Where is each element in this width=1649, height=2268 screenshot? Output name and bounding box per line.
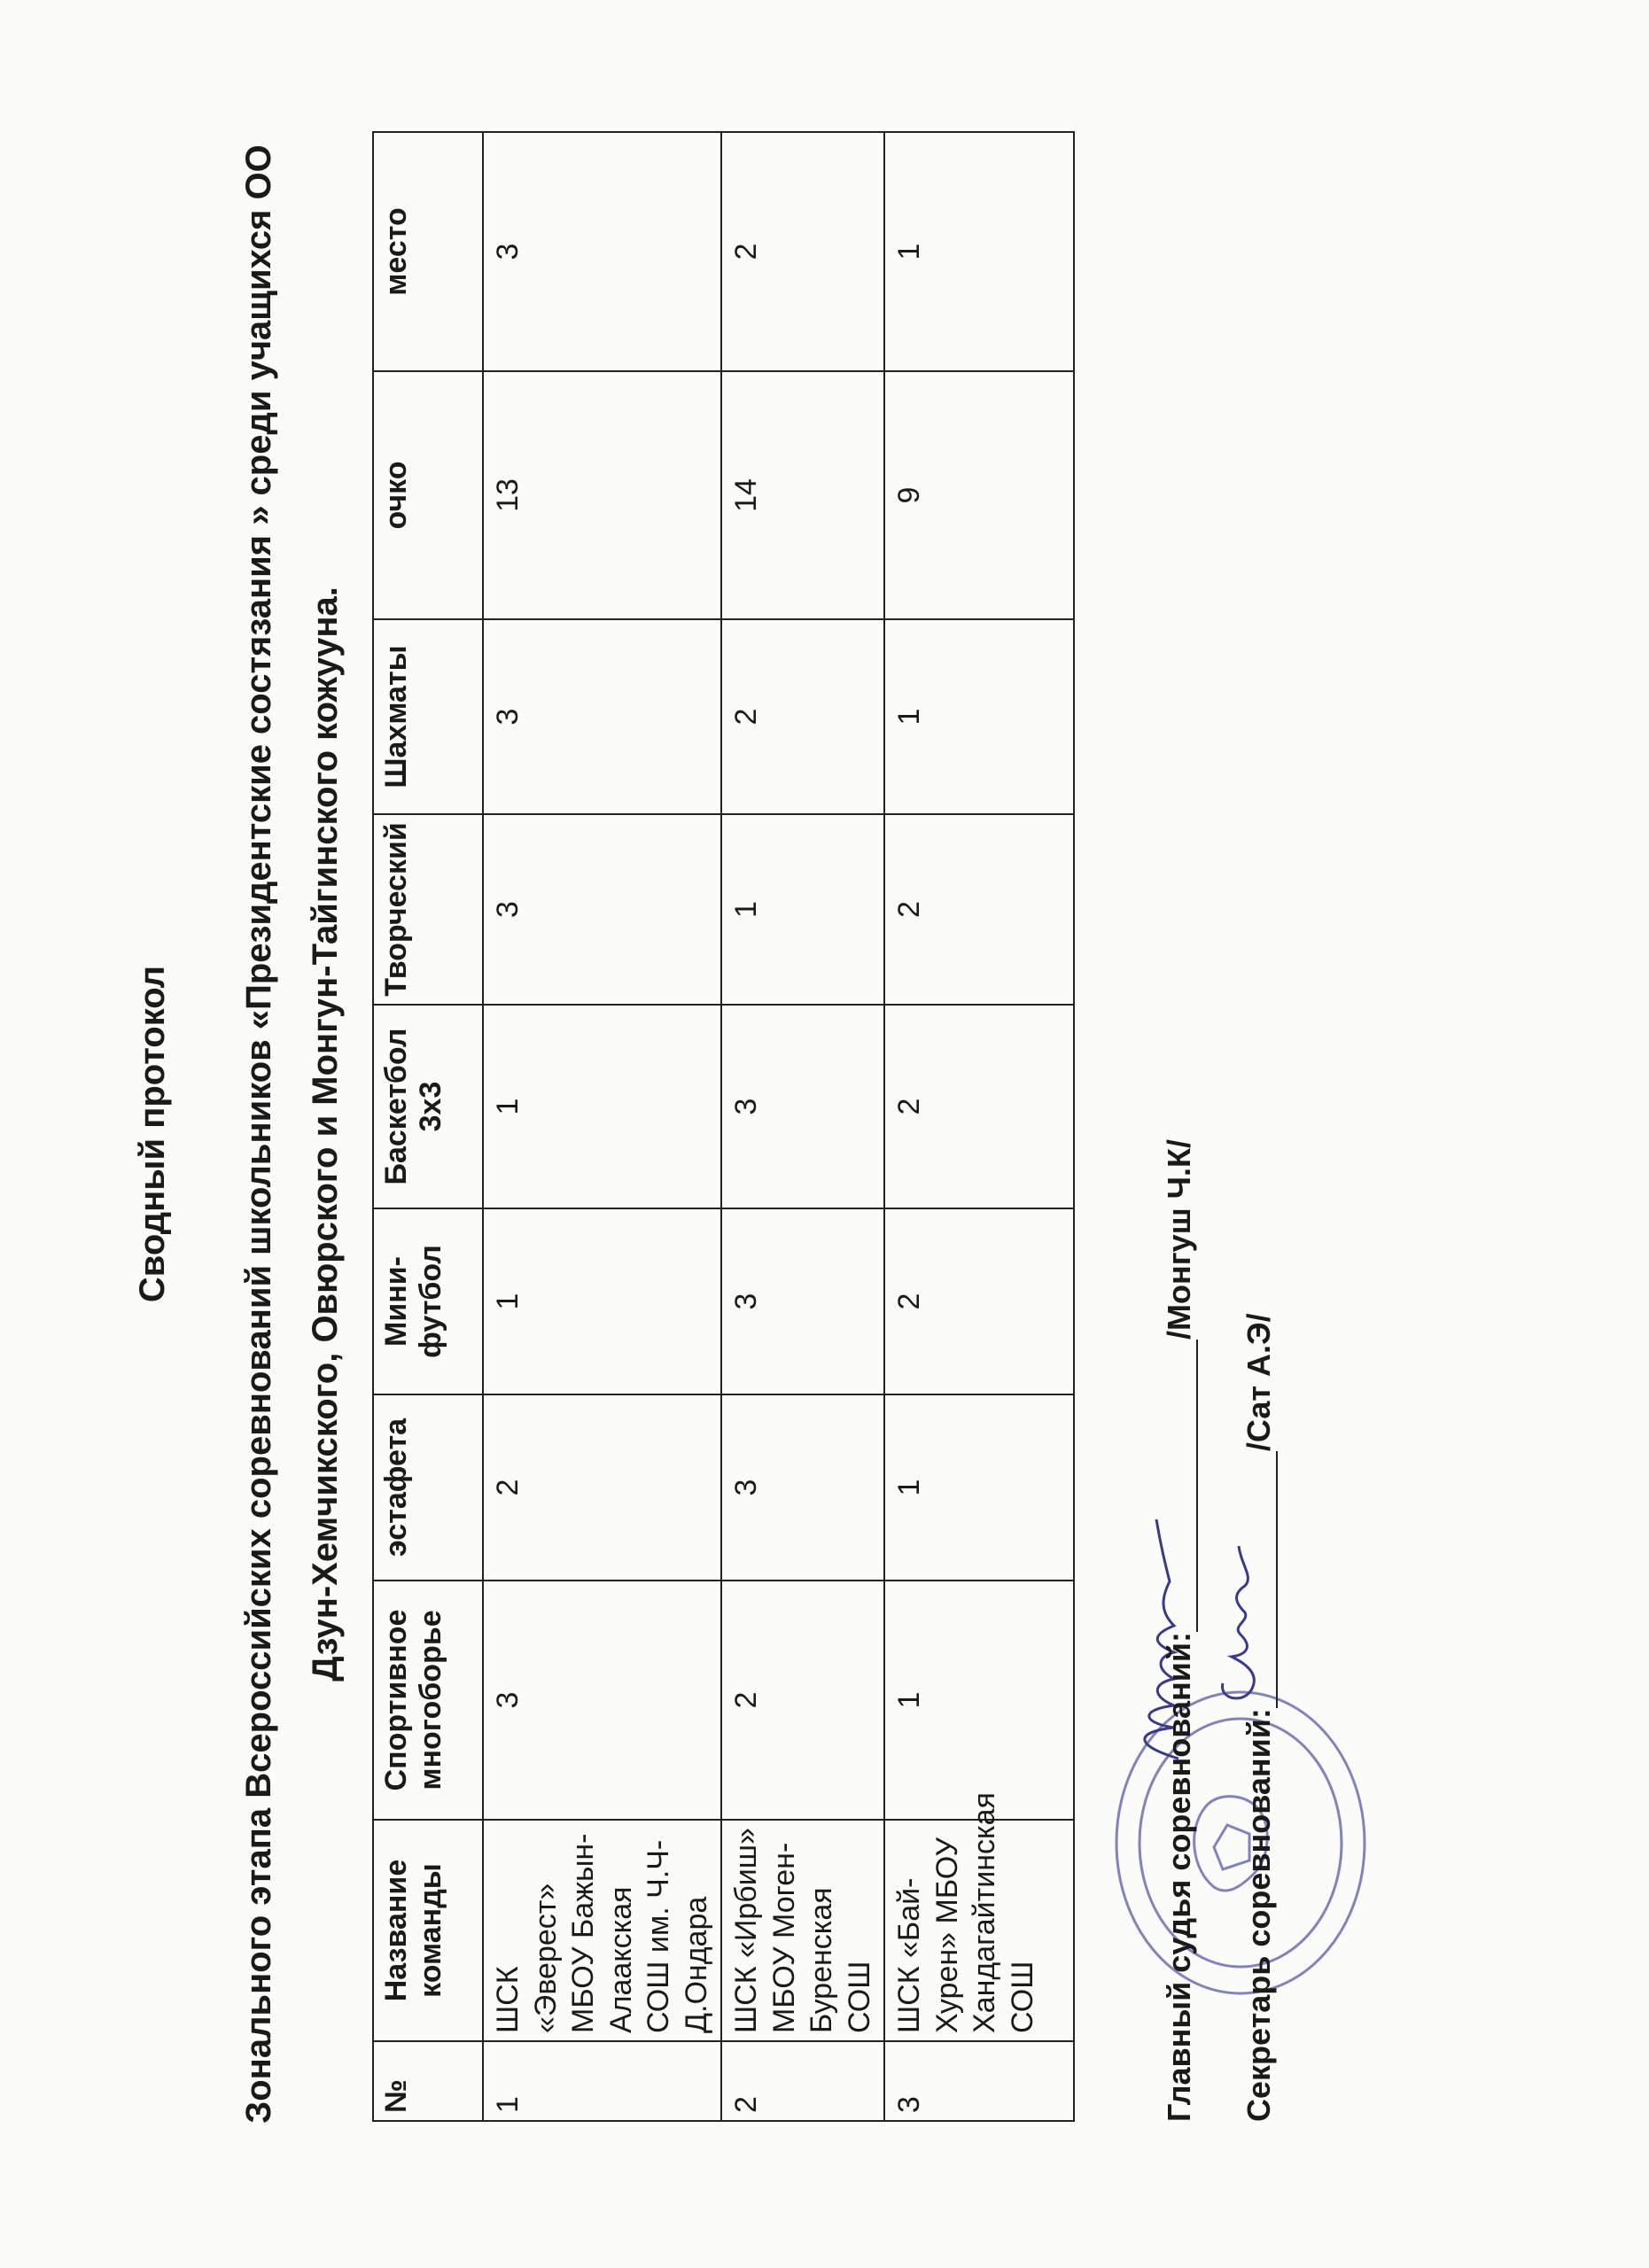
cell-points: 14 [721,371,884,619]
table-row [721,132,884,2121]
cell-football: 2 [884,1208,1074,1394]
judge-name: /Монгуш Ч.К/ [1161,1139,1197,1340]
header-multi: Спортивное многоборье [373,1581,483,1820]
cell-place: 3 [483,132,721,371]
cell-place: 1 [884,132,1074,371]
cell-num: 1 [483,2041,721,2121]
cell-football: 1 [483,1208,721,1394]
header-points: очко [373,371,483,619]
cell-points: 13 [483,371,721,619]
cell-creative: 1 [721,814,884,1005]
judge-label: Главный судья соревнований: [1161,1632,1197,2122]
table-header-row [373,132,483,2121]
cell-chess: 1 [884,619,1074,814]
cell-creative: 2 [884,814,1074,1005]
header-num: № [373,2041,483,2121]
cell-multi: 2 [721,1581,884,1820]
header-football: Мини-футбол [373,1208,483,1394]
document-title: Сводный протокол [133,965,172,1303]
document-subtitle-line1: Зонального этапа Всероссийских соревнований школьников «Президентские состязания » среди учащихся ОО [239,144,278,2124]
cell-basketball: 2 [884,1005,1074,1208]
header-chess: Шахматы [373,619,483,814]
judge-signature-line [1161,1139,1198,2122]
cell-points: 9 [884,371,1074,619]
header-creative: Творческий [373,814,483,1005]
judge-underline [1196,1340,1198,1632]
table-row [483,132,721,2121]
cell-basketball: 3 [721,1005,884,1208]
cell-place: 2 [721,132,884,371]
cell-multi: 1 [884,1581,1074,1820]
header-place: место [373,132,483,371]
table-row [884,132,1074,2121]
secretary-name: /Сат А.Э/ [1241,1313,1277,1452]
header-relay: эстафета [373,1394,483,1581]
cell-football: 3 [721,1208,884,1394]
header-team: Название команды [373,1820,483,2041]
secretary-label: Секретарь соревнований: [1241,1708,1277,2122]
cell-relay: 2 [483,1394,721,1581]
cell-num: 2 [721,2041,884,2121]
cell-team: ШСК «Бай-Хурен» МБОУ Хандагайтинская СОШ [884,1820,1074,2041]
cell-multi: 3 [483,1581,721,1820]
cell-chess: 2 [721,619,884,814]
cell-relay: 1 [884,1394,1074,1581]
cell-team: ШСК «Эверест» МБОУ Бажын-Алаакская СОШ им. Ч.Ч-Д.Ондара [483,1820,721,2041]
header-basketball: Баскетбол 3х3 [373,1005,483,1208]
results-table [372,131,1075,2122]
cell-creative: 3 [483,814,721,1005]
cell-team: ШСК «Ирбиш» МБОУ Моген-Буренская СОШ [721,1820,884,2041]
cell-num: 3 [884,2041,1074,2121]
document-subtitle-line2: Дзун-Хемчикского, Овюрского и Монгун-Тайгинского кожууна. [306,586,345,1682]
cell-relay: 3 [721,1394,884,1581]
secretary-underline [1276,1451,1278,1708]
secretary-signature-line [1241,1313,1278,2122]
cell-basketball: 1 [483,1005,721,1208]
cell-chess: 3 [483,619,721,814]
